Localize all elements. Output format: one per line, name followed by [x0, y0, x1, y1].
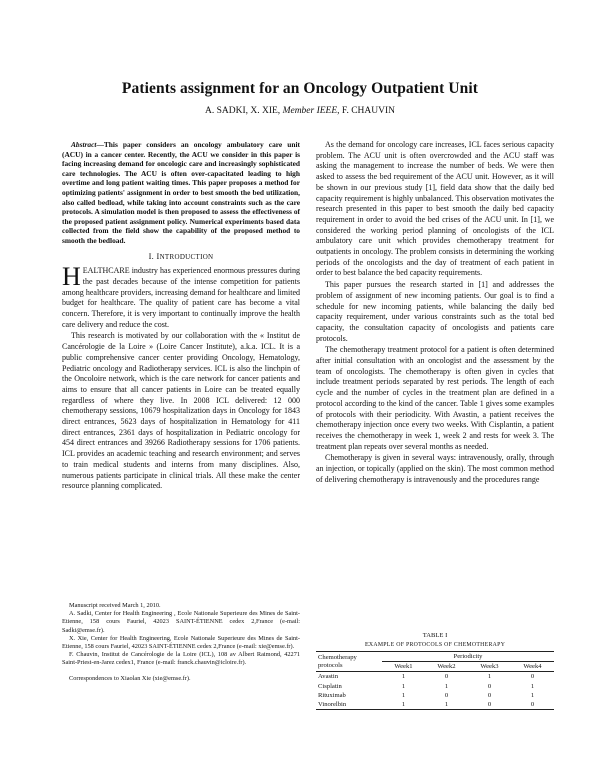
header-protocols: Chemotherapy protocols [318, 653, 357, 669]
footnote-gap [62, 668, 300, 675]
abstract [62, 140, 300, 246]
intro-paragraph-1 [62, 262, 300, 330]
table-caption-initial: E [364, 640, 369, 648]
table-caption-rest: XAMPLE OF PROTOCOLS OF CHEMOTHERAPY [368, 641, 506, 648]
table-row [316, 682, 554, 691]
protocol-name: Cisplatin [318, 682, 342, 690]
intro-paragraph-2: This research is motivated by our collaboration with the « Institut de Cancérologie de la Loire » (Loire Cancer Institute), a.k.a. ICL. It is a public comprehensive cancer center providing Oncology, Hematology, Pediatric oncology and Radiotherapy services. ICL is also the linchpin of the Oncoloire network, which is the care network for cancer patients and aims to ensure that all cancer patients in Loire can be treated equally regardless of where they live. In 2008 ICL delivered: 12 000 chemotherapy sessions, 10679 hospitalization days in Oncology for 1843 direct entrances, 5623 days of hospitalization in Hematology for 411 direct entrances, 2361 days of hospitalization in Pediatric oncology for 454 direct entrances and 39266 Radiotherapy sessions for 1706 patients. ICL provides an academic teaching and research environment; and serves to train medical students and interns from many disciplines. Also, numerous patients participate in clinical trials. All these make the center resource planning complicated. [62, 331, 300, 491]
table-cell: 0 [530, 673, 535, 681]
header-week: Week4 [523, 663, 542, 671]
table-label: TABLE I [422, 632, 448, 639]
table-cell: 1 [444, 701, 449, 709]
table-caption [316, 641, 554, 650]
protocol-table [316, 651, 554, 710]
right-paragraph-3: The chemotherapy treatment protocol for a patient is often determined after initial consultation with an oncologist and the assessment by the team of oncologists. The chemotherapy is often given in cycles that include treatment periods separated by rest periods. The length of each cycle and the number of cycles in the treatment plan are defined in a protocol according to the kind of the cancer. Table 1 gives some examples of protocols with their periodicity. With Avastin, a patient receives the chemotherapy injection once every two weeks. With Cisplantin, a patient receives the chemotherapy in week 1, week 2 and rests for week 3. The treatment plan repeats over several months as needed. [316, 345, 554, 451]
table-cell: 0 [487, 701, 492, 709]
header-week: Week1 [394, 663, 413, 671]
section-numeral: I. [148, 251, 157, 261]
author-line [0, 106, 600, 116]
table-cell: 1 [487, 673, 492, 681]
protocol-name: Avastin [318, 673, 339, 681]
paper-title: Patients assignment for an Oncology Outpatient Unit [121, 80, 479, 97]
table-cell: 1 [444, 682, 449, 690]
authors-main: A. SADKI, X. XIE, [204, 106, 283, 116]
header-week: Week3 [480, 663, 499, 671]
table-cell: 1 [401, 691, 406, 699]
header-week: Week2 [437, 663, 456, 671]
authors-member: Member IEEE [282, 106, 338, 116]
table-cell: 1 [530, 682, 535, 690]
right-paragraph-1: As the demand for oncology care increases, ICL faces serious capacity problem. The ACU unit is often overcrowded and the ACU staff was asking the management to increase the number of beds. We were then asked to assess the bed requirement of the ACU unit. However, as it will be shown in our previous study [1], field data show that the daily bed capacity requirement is highly unbalanced. This observation motivates the research presented in this paper to best smooth the daily bed capacity requirement in order to avoid the bed crises of the ACU unit. In [1], we considered the working period planning of oncologists of the ICL ambulatory care unit which provides chemotherapy treatment for outpatients in oncology. The problem consists in determining the working periods of the oncologists and the day of treatment of each patient in order to best balance the bed capacity requirements. [316, 140, 554, 278]
table-cell: 0 [444, 673, 449, 681]
footnote-sadki: A. Sadki, Center for Health Engineering , Ecole Nationale Superieure des Mines de Saint-Etienne, 158 cours Fauriel, 42023 SAINT-ÉTIENNE cedex 2,France (e-mail: Sadki@emse.fr). [62, 610, 300, 634]
table-cell: 0 [487, 682, 492, 690]
table-cell: 1 [401, 673, 406, 681]
section-title-rest: NTRODUCTION [159, 252, 214, 261]
abstract-text: —This paper considers an oncology ambulatory care unit (ACU) in a cancer center. Recently, the ACU we consider in this paper is facing increasing demand for oncologic care and increasingly sophisticated care technologies. The ACU is often over-capacitated leading to high overtime and long patient waiting times. This paper proposes a method for optimizing patients' assignment in order to best smooth the bed utilization, also called bedload, while taking into account constraints such as the care protocols. A simulation model is then proposed to assess the effectiveness of the proposed patient assignment policy. Numerical experiments based data collected from the field show the capability of the proposed method to smooth the bedload. [62, 140, 300, 245]
table-1 [316, 632, 554, 710]
drop-cap: H [62, 262, 81, 292]
table-cell: 1 [530, 691, 535, 699]
table-cell: 0 [530, 701, 535, 709]
table-cell: 1 [401, 701, 406, 709]
authors-tail: , F. CHAUVIN [337, 106, 395, 116]
protocol-name: Rituximab [318, 691, 346, 699]
protocol-name: Vinorelbin [318, 701, 347, 709]
right-paragraph-4: Chemotherapy is given in several ways: intravenously, orally, through an injection, or topically (applied on the skin). The most common method of delivering chemotherapy is intravenously and the procedures range [316, 453, 554, 484]
header-periodicity: Periodicity [382, 652, 554, 662]
footnotes [62, 602, 300, 683]
table-header-row [316, 652, 554, 662]
section-heading-introduction [62, 252, 300, 263]
right-paragraph-2: This paper pursues the research started in [1] and addresses the problem of assignment of new incoming patients. Our goal is to find a schedule for new incoming patients, while balancing the daily bed capacity requirement, under various constraints such as the total bed capacity, the consultation capacity of oncologists and patients care protocols. [316, 280, 554, 343]
table-cell: 0 [487, 691, 492, 699]
table-row [316, 672, 554, 682]
intro-paragraph-1-text: EALTHCARE industry has experienced enormous pressures during the past decades because of the intense competition for patients among healthcare providers, increasing demand for healthcare and limited budget for healthcare. The quality of patient care has become a vital concern. Therefore, it is very important to continually improve the health care delivery and reduce the cost. [62, 266, 300, 329]
table-row [316, 700, 554, 710]
section-title-initial: I [156, 251, 160, 261]
table-cell: 0 [444, 691, 449, 699]
footnote-received: Manuscript received March 1, 2010. [69, 602, 161, 609]
table-row [316, 691, 554, 700]
right-column [316, 140, 554, 487]
footnote-xie: X. Xie, Center for Health Engineering, Ecole Nationale Superieure des Mines de Saint-Etienne, 158 cours Fauriel, 42023 SAINT-ÉTIENNE cedex 2,France (e-mail: xie@emse.fr). [62, 634, 300, 651]
footnote-correspondence: Correspondences to Xiaolan Xie (xie@emse.fr). [69, 674, 191, 682]
footnote-chauvin: F. Chauvin, Institut de Cancérologie de la Loire (ICL), 108 av Albert Raimond, 42271 Saint-Priest-en-Jarez cedex1, France (e-mail: franck.chauvin@icloire.fr). [62, 651, 300, 667]
table-cell: 1 [401, 682, 406, 690]
left-column [62, 140, 300, 493]
abstract-lead: Abstract [71, 140, 97, 149]
